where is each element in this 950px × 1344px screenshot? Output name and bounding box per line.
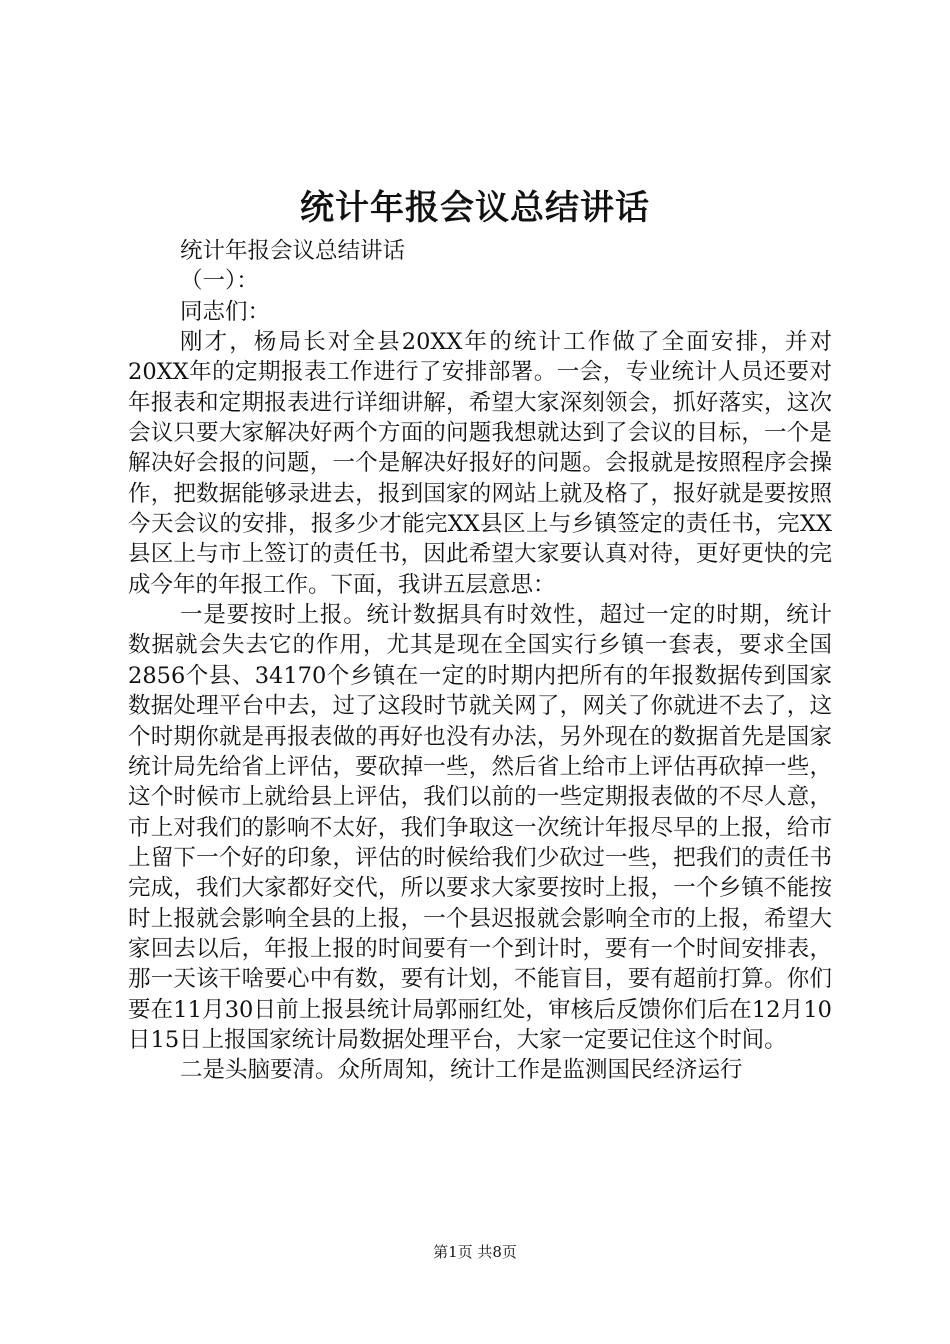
section-label-paragraph: （一）： [180,268,259,295]
salutation-paragraph: 同志们： [180,298,271,325]
intro-paragraph: 刚才，杨局长对全县20XX年的统计工作做了全面安排，并对20XX年的定期报表工作进行了安排部署。一会，专业统计人员还要对年报表和定期报表进行详细讲解，希望大家深刻领会，抓好落实，这次会议只要大家解决好两个方面的问题我想就达到了会议的目标，一个是解决好会报的问题，一个是解决好报好的问题。会报就是按照程序会操作，把数据能够录进去，报到国家的网站上就及格了，报好就是要按照今天会议的安排，报多少才能完XX县区上与乡镇签定的责任书，完XX县区上与市上签订的责任书，因此希望大家要认真对待，更好更快的完成今年的年报工作。下面，我讲五层意思： [128,329,832,598]
page-number-footer: 第1页 共8页 [433,1243,517,1261]
point-one-paragraph: 一是要按时上报。统计数据具有时效性，超过一定的时期，统计数据就会失去它的作用，尤其是现在全国实行乡镇一套表，要求全国2856个县、34170个乡镇在一定的时期内把所有的年报数据传到国家数据处理平台中去，过了这段时节就关网了，网关了你就进不去了，这个时期你就是再报表做的再好也没有办法，另外现在的数据首先是国家统计局先给省上评估，要砍掉一些，然后省上给市上评估再砍掉一些，这个时候市上就给县上评估，我们以前的一些定期报表做的不尽人意，市上对我们的影响不太好，我们争取这一次统计年报尽早的上报，给市上留下一个好的印象，评估的时候给我们少砍过一些，把我们的责任书完成，我们大家都好交代，所以要求大家要按时上报，一个乡镇不能按时上报就会影响全县的上报，一个县迟报就会影响全市的上报，希望大家回去以后，年报上报的时间要有一个到计时，要有一个时间安排表，那一天该干啥要心中有数，要有计划，不能盲目，要有超前打算。你们要在11月30日前上报县统计局郭丽红处，审核后反馈你们后在12月10日15日上报国家统计局数据处理平台，大家一定要记住这个时间。 [128,602,832,1053]
document-title: 统计年报会议总结讲话 [300,188,650,228]
point-two-paragraph: 二是头脑要清。众所周知，统计工作是监测国民经济运行 [180,1057,743,1084]
subtitle-paragraph: 统计年报会议总结讲话 [180,238,406,264]
document-body [128,236,832,1086]
